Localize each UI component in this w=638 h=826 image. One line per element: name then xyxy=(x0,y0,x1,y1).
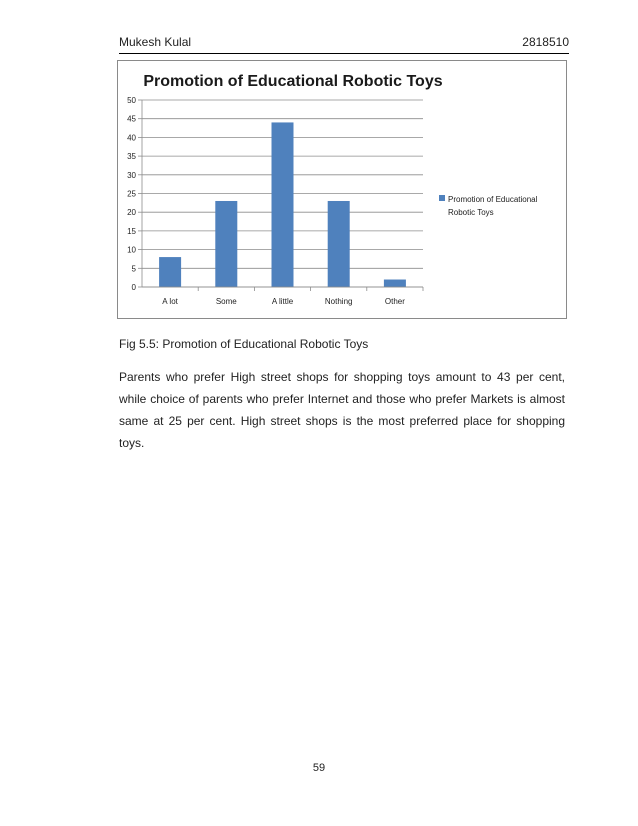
y-tick-label: 25 xyxy=(127,189,136,199)
legend-label: Robotic Toys xyxy=(448,208,494,217)
x-tick-label: Nothing xyxy=(324,297,353,306)
y-tick-label: 15 xyxy=(127,226,136,236)
y-tick-label: 10 xyxy=(127,245,136,255)
page-number: 59 xyxy=(312,762,326,774)
chart-title: Promotion of Educational Robotic Toys xyxy=(143,73,443,90)
author-name: Mukesh Kulal xyxy=(119,35,192,49)
y-tick-label: 40 xyxy=(127,133,136,143)
y-tick-label: 35 xyxy=(127,152,136,162)
y-tick-label: 5 xyxy=(131,264,136,274)
student-id: 2818510 xyxy=(522,35,569,49)
bar-chart xyxy=(118,61,566,318)
bars xyxy=(159,122,406,287)
y-tick-label: 50 xyxy=(127,96,136,105)
legend xyxy=(439,195,538,217)
body-paragraph: Parents who prefer High street shops for shopping toys amount to 43 per cent, while choice of parents who prefer Internet and those who prefer Markets is almost same at 25 per cent. High street shops is the most preferred place for shopping toys. xyxy=(119,370,565,450)
page-header xyxy=(119,33,569,54)
bar xyxy=(328,201,350,287)
bar xyxy=(215,201,237,287)
y-tick-label: 0 xyxy=(131,283,136,292)
y-tick-label: 45 xyxy=(127,114,136,124)
y-tick-label: 30 xyxy=(127,170,136,180)
legend-label: Promotion of Educational xyxy=(448,195,538,204)
x-tick-label: A lot xyxy=(162,297,178,306)
legend-swatch xyxy=(439,195,445,201)
x-tick-label: A little xyxy=(271,297,294,306)
bar xyxy=(159,257,181,287)
y-tick-label: 20 xyxy=(127,208,136,218)
chart-container xyxy=(117,60,567,319)
bar xyxy=(384,280,406,287)
bar xyxy=(272,122,294,287)
x-tick-label: Some xyxy=(215,297,237,306)
figure-caption: Fig 5.5: Promotion of Educational Robotic Toys xyxy=(119,337,369,351)
x-tick-label: Other xyxy=(384,297,405,306)
